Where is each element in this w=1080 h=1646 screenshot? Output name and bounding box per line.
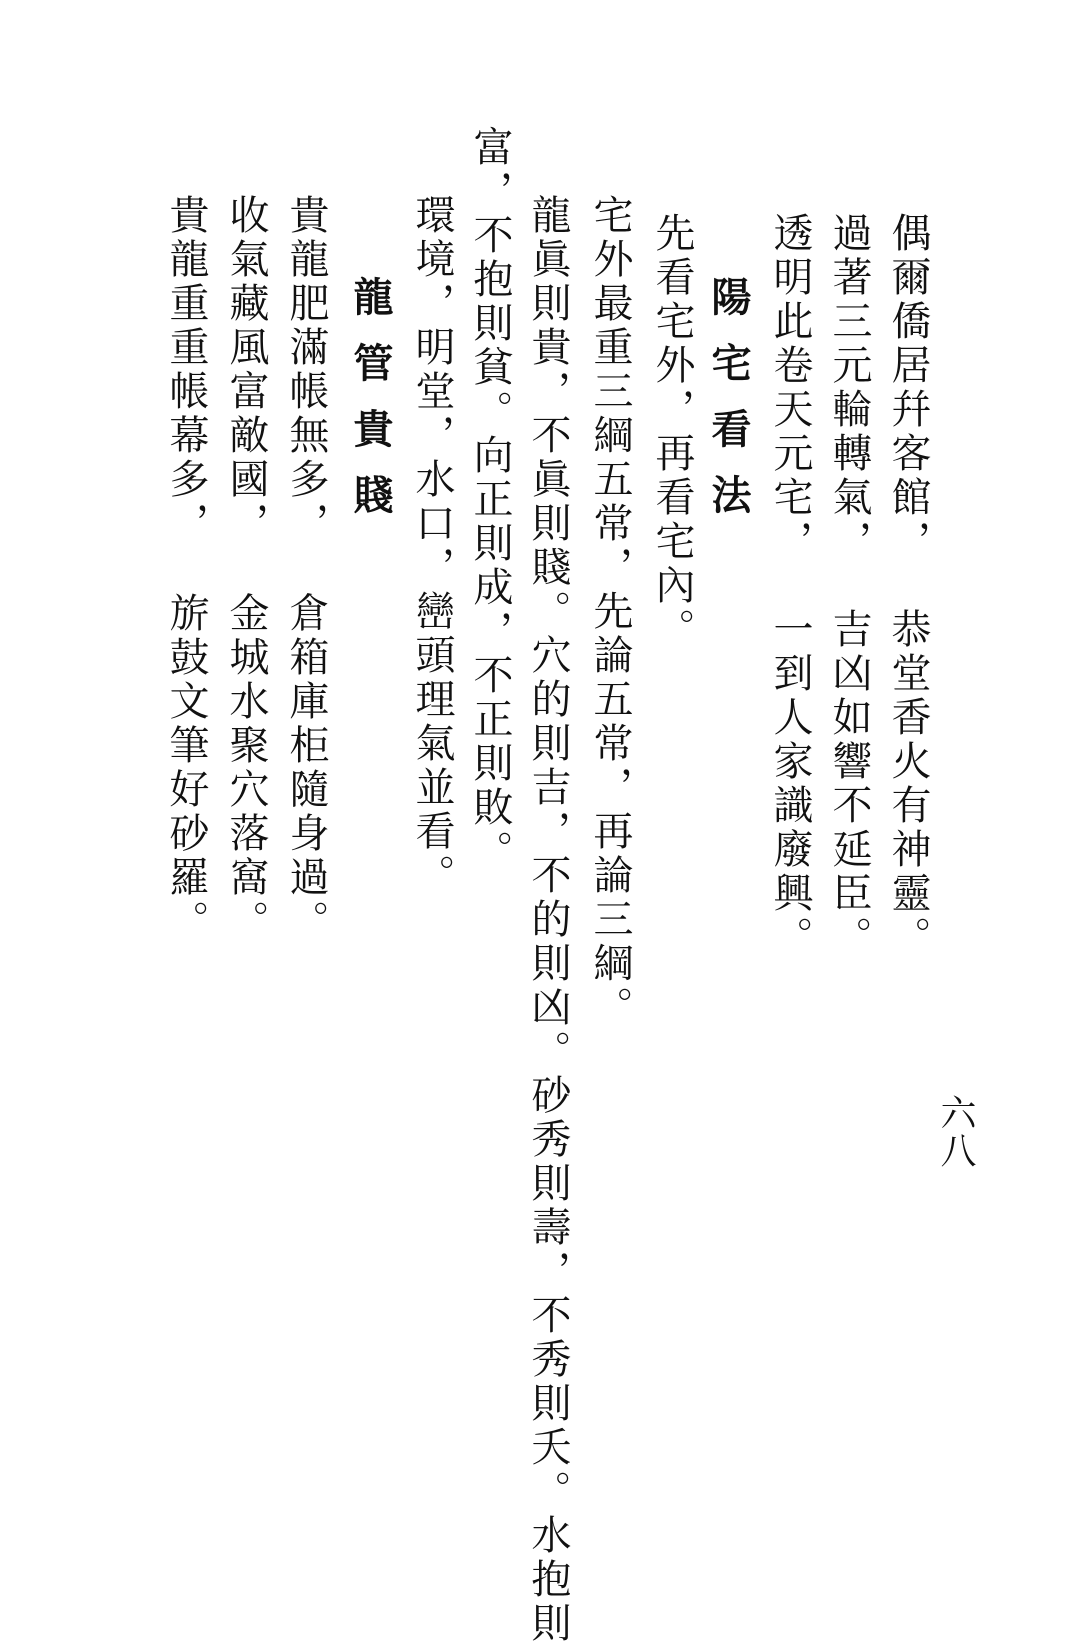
paragraph-line-3: 龍眞則貴，不眞則賤。穴的則吉，不的則凶。砂秀則壽，不秀則夭。水抱則 bbox=[525, 194, 571, 1646]
paragraph-line-2: 宅外最重三綱五常，先論五常，再論三綱。 bbox=[587, 194, 633, 1030]
verse-line-1a: 貴龍肥滿帳無多， bbox=[283, 194, 329, 546]
page-number: 六八 bbox=[935, 1094, 976, 1170]
paragraph-line-1: 先看宅外，再看宅內。 bbox=[649, 212, 695, 652]
section-heading-dragon: 龍管貴賤 bbox=[347, 276, 394, 540]
poem-line-1a: 偶爾僑居幷客館， bbox=[885, 212, 931, 564]
poem-line-3b: 一到人家識廢興。 bbox=[767, 608, 813, 960]
paragraph-line-4: 富，不抱則貧。向正則成，不正則敗。 bbox=[467, 126, 513, 874]
poem-line-2a: 過著三元輪轉氣， bbox=[826, 212, 872, 564]
poem-line-3a: 透明此卷天元宅， bbox=[767, 212, 813, 564]
verse-line-1b: 倉箱庫柜隨身過。 bbox=[283, 592, 329, 944]
verse-line-2b: 金城水聚穴落窩。 bbox=[223, 592, 269, 944]
verse-line-3b: 旂鼓文筆好砂羅。 bbox=[163, 592, 209, 944]
verse-line-2a: 收氣藏風富敵國， bbox=[223, 194, 269, 546]
section-heading-yang-house: 陽宅看法 bbox=[705, 276, 752, 540]
verse-line-3a: 貴龍重重帳幕多， bbox=[163, 194, 209, 546]
poem-line-1b: 恭堂香火有神靈。 bbox=[885, 608, 931, 960]
paragraph-line-5: 環境，明堂，水口，巒頭理氣並看。 bbox=[409, 194, 455, 898]
poem-line-2b: 吉凶如響不延臣。 bbox=[826, 608, 872, 960]
